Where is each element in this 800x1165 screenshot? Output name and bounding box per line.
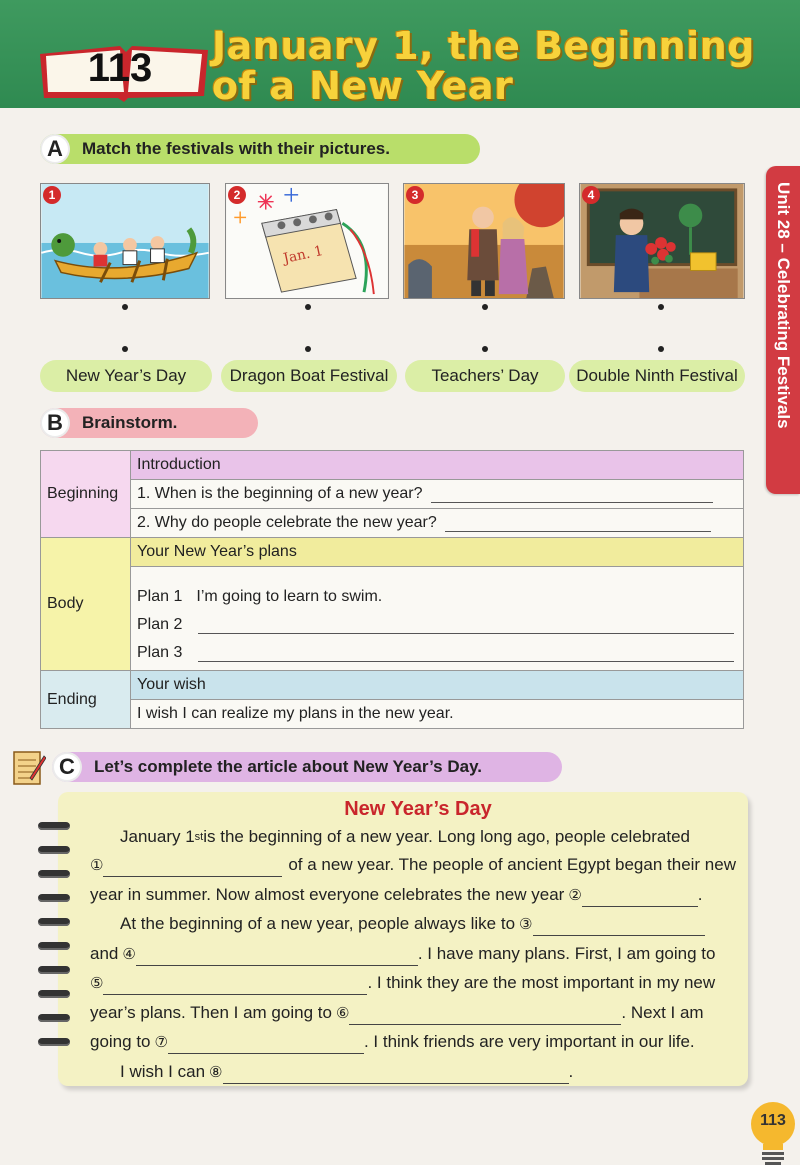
article-line-1: January 1 st is the beginning of a new year. Long long ago, people celebrated: [120, 827, 690, 846]
question-1-row: [131, 480, 744, 509]
article-blank-8[interactable]: [223, 1066, 569, 1084]
article-blank-1[interactable]: [103, 859, 282, 877]
spiral-ring: [38, 822, 70, 830]
section-b-letter: B: [40, 408, 70, 438]
picture-4[interactable]: [579, 183, 745, 299]
spiral-ring: [38, 846, 70, 854]
ending-label: Ending: [41, 671, 131, 729]
lesson-number: 113: [87, 46, 153, 90]
match-dot-picture-3[interactable]: [482, 304, 488, 310]
dragon-boat-icon: [41, 184, 209, 298]
introduction-heading: Introduction: [131, 451, 744, 480]
article-line-7: year’s plans. Then I am going to ⑥ . Next I am: [90, 1001, 736, 1025]
article-blank-6[interactable]: [349, 1007, 621, 1025]
page-title: [212, 26, 772, 106]
plan-3-blank[interactable]: [198, 648, 734, 662]
teacher-flowers-icon: [580, 184, 744, 298]
article-line-9: I wish I can ⑧ .: [90, 1060, 736, 1084]
wish-heading: Your wish: [131, 671, 744, 700]
spiral-ring: [38, 1014, 70, 1022]
festival-label-new-years-day: New Year’s Day: [40, 360, 212, 392]
question-2-answer-blank[interactable]: [445, 518, 711, 532]
match-dot-picture-1[interactable]: [122, 304, 128, 310]
brainstorm-table: [40, 450, 744, 729]
page-number: 113: [760, 1112, 786, 1129]
section-a-instruction: Match the festivals with their pictures.: [82, 139, 390, 158]
article-blank-5[interactable]: [103, 977, 367, 995]
article-line-2: ① of a new year. The people of ancient Egypt began their new: [90, 853, 736, 877]
article-blank-7[interactable]: [168, 1036, 364, 1054]
section-b-header: [40, 408, 258, 438]
picture-2-number: 2: [228, 186, 246, 204]
spiral-ring: [38, 1038, 70, 1046]
spiral-ring: [38, 966, 70, 974]
section-c-letter: C: [52, 752, 82, 782]
calendar-text: Jan. 1: [281, 242, 325, 267]
spiral-ring: [38, 870, 70, 878]
article-blank-2[interactable]: [582, 889, 698, 907]
spiral-ring: [38, 894, 70, 902]
match-dot-festival-3[interactable]: [482, 346, 488, 352]
article-line-6: ⑤ . I think they are the most important in my new: [90, 971, 736, 995]
article-line-8: going to ⑦ . I think friends are very important in our life.: [90, 1030, 736, 1054]
picture-4-number: 4: [582, 186, 600, 204]
plan-3-label: Plan 3: [137, 643, 183, 661]
lightbulb-icon: [748, 1100, 798, 1165]
section-b-instruction: Brainstorm.: [82, 413, 178, 432]
match-dot-festival-2[interactable]: [305, 346, 311, 352]
question-1: 1. When is the beginning of a new year?: [137, 485, 423, 502]
body-label: Body: [41, 538, 131, 671]
section-a-header: [40, 134, 480, 164]
plans-heading: Your New Year’s plans: [131, 538, 744, 567]
article-blank-4[interactable]: [136, 948, 418, 966]
plans-cell: [131, 567, 744, 671]
spiral-ring: [38, 942, 70, 950]
picture-1[interactable]: [40, 183, 210, 299]
plan-1-text: I’m going to learn to swim.: [196, 587, 383, 605]
spiral-ring: [38, 990, 70, 998]
question-2: 2. Why do people celebrate the new year?: [137, 514, 437, 531]
spiral-binding: [38, 822, 74, 1062]
page-title-line2: of a New Year: [212, 64, 514, 108]
pencil-notepad-icon: [12, 748, 46, 788]
question-1-answer-blank[interactable]: [431, 489, 713, 503]
picture-3[interactable]: [403, 183, 565, 299]
plan-2-label: Plan 2: [137, 615, 183, 633]
picture-3-number: 3: [406, 186, 424, 204]
beginning-label: Beginning: [41, 451, 131, 538]
match-dot-festival-4[interactable]: [658, 346, 664, 352]
article-title: New Year’s Day: [344, 798, 492, 820]
match-dot-picture-4[interactable]: [658, 304, 664, 310]
unit-side-tab: [766, 166, 800, 494]
festival-label-dragon-boat: Dragon Boat Festival: [221, 360, 397, 392]
picture-1-number: 1: [43, 186, 61, 204]
match-dot-festival-1[interactable]: [122, 346, 128, 352]
article-line-5: and ④ . I have many plans. First, I am going to: [90, 942, 736, 966]
section-c-header: [52, 752, 562, 782]
article-blank-3[interactable]: [533, 918, 705, 936]
plan-2-blank[interactable]: [198, 620, 734, 634]
spiral-ring: [38, 918, 70, 926]
festival-label-teachers-day: Teachers’ Day: [405, 360, 565, 392]
question-2-row: [131, 509, 744, 538]
festival-label-double-ninth: Double Ninth Festival: [569, 360, 745, 392]
match-dot-picture-2[interactable]: [305, 304, 311, 310]
page-title-line1: January 1, the Beginning: [212, 24, 755, 68]
picture-2[interactable]: [225, 183, 389, 299]
article-line-4: At the beginning of a new year, people always like to ③: [90, 912, 736, 936]
elderly-couple-icon: [404, 184, 564, 298]
unit-side-tab-label: Unit 28 – Celebrating Festivals: [774, 182, 793, 429]
section-a-letter: A: [40, 134, 70, 164]
wish-text: I wish I can realize my plans in the new year.: [131, 700, 744, 729]
calendar-icon: [226, 184, 388, 298]
plan-1-label: Plan 1: [137, 587, 183, 605]
section-c-instruction: Let’s complete the article about New Year’s Day.: [94, 757, 482, 776]
article-line-3: year in summer. Now almost everyone celebrates the new year ② .: [90, 883, 736, 907]
